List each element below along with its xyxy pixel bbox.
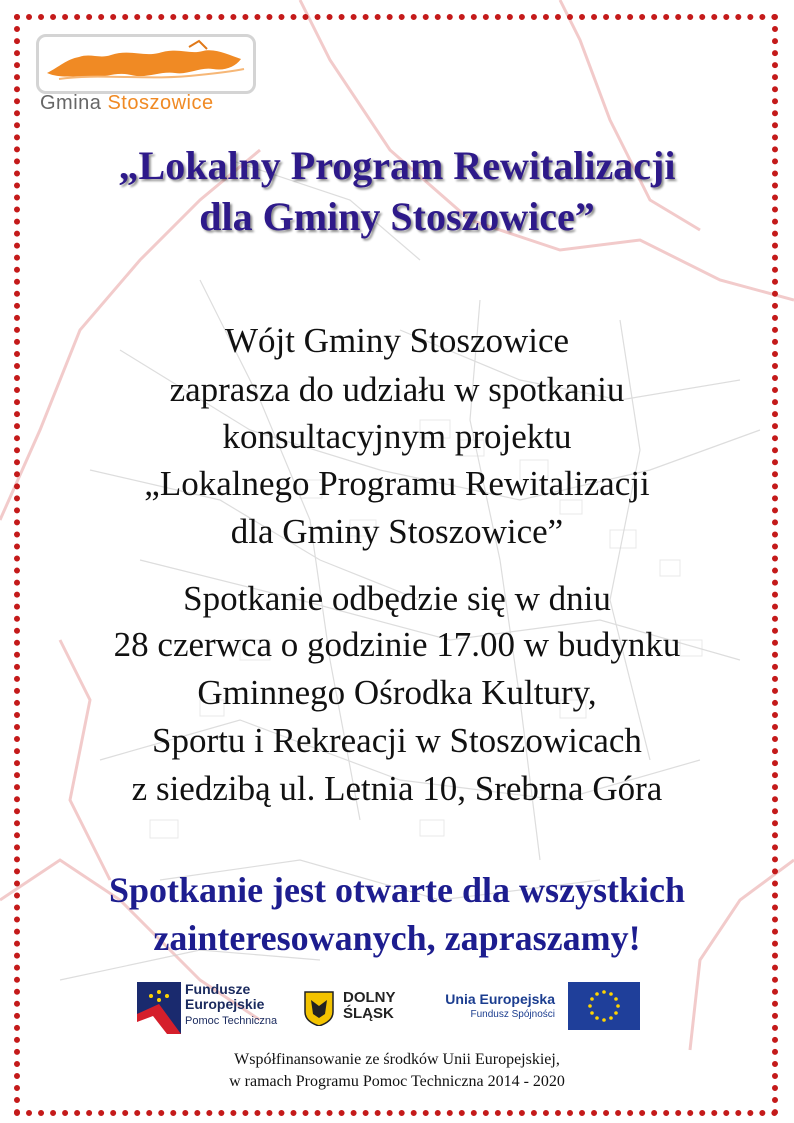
invitation-line-4: „Lokalnego Programu Rewitalizacji — [144, 464, 650, 503]
fe-line-2: Europejskie — [185, 996, 265, 1012]
dolny-slask-eagle-logo — [303, 990, 335, 1026]
eu-flag-icon — [568, 982, 640, 1030]
footer-line-2: w ramach Programu Pomoc Techniczna 2014 - 2020 — [229, 1073, 565, 1090]
closing-line-1: Spotkanie jest otwarte dla wszystkich — [109, 870, 685, 910]
invitation-line-2: zaprasza do udziału w spotkaniu — [169, 370, 625, 409]
ue-line-1: Unia Europejska — [445, 991, 555, 1007]
meeting-line-4: Sportu i Rekreacji w Stoszowicach — [152, 721, 642, 760]
title-line-1: „Lokalny Program Rewitalizacji — [118, 143, 676, 188]
title-line-2: dla Gminy Stoszowice” — [199, 194, 595, 239]
gmina-stoszowice-logo-text — [40, 92, 214, 115]
fundusze-europejskie-logo — [137, 982, 287, 1034]
logo-word-gmina: Gmina — [40, 92, 102, 114]
stoszowice-logo-box — [36, 34, 256, 94]
logo-word-stoszowice: Stoszowice — [107, 92, 214, 114]
meeting-line-5: z siedzibą ul. Letnia 10, Srebrna Góra — [131, 769, 663, 808]
unia-europejska-text — [425, 990, 555, 1022]
footer-line-1: Współfinansowanie ze środków Unii Europejskiej, — [234, 1051, 560, 1068]
sponsor-logos — [0, 978, 794, 1038]
fe-line-3: Pomoc Techniczna — [185, 1015, 278, 1027]
dolny-slask-logo — [303, 990, 418, 1030]
meeting-line-1: Spotkanie odbędzie się w dniu — [183, 579, 611, 618]
invitation-line-1: Wójt Gminy Stoszowice — [224, 321, 570, 360]
meeting-line-2: 28 czerwca o godzinie 17.00 w budynku — [113, 625, 681, 664]
invitation-line-5: dla Gminy Stoszowice” — [230, 512, 564, 551]
ds-line-2: ŚLĄSK — [343, 1005, 394, 1022]
ue-line-2: Fundusz Spójności — [470, 1009, 555, 1020]
fundusze-europejskie-emblem-icon — [137, 982, 181, 1034]
stoszowice-landscape-logo — [39, 37, 253, 91]
ds-line-1: DOLNY — [343, 989, 396, 1006]
invitation-line-3: konsultacyjnym projektu — [222, 417, 572, 456]
fe-line-1: Fundusze — [185, 981, 251, 997]
meeting-line-3: Gminnego Ośrodka Kultury, — [197, 673, 597, 712]
closing-line-2: zainteresowanych, zapraszamy! — [153, 918, 641, 958]
